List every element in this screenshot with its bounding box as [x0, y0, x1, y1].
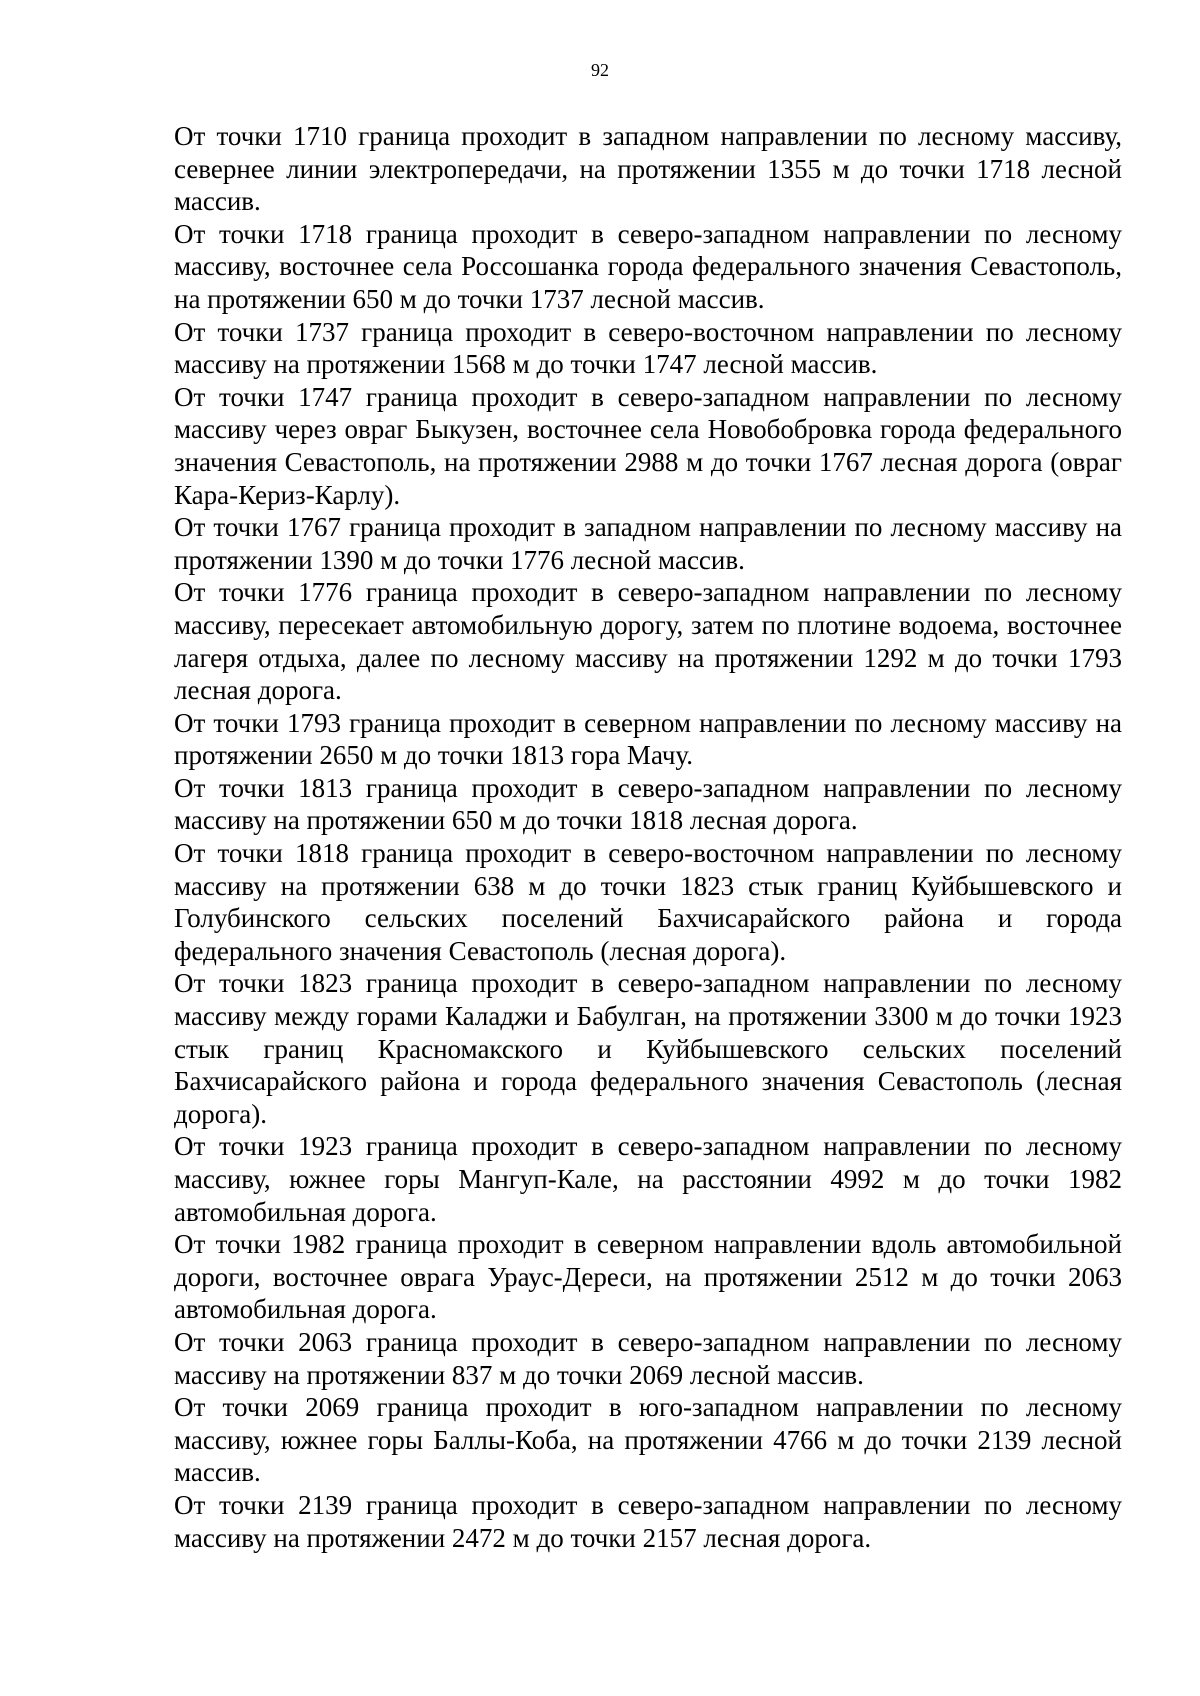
paragraph-1818: От точки 1818 граница проходит в северо-восточном направлении по лесному массиву на протяжении 638 м до точки 1823 стык границ Куйбышевского и Голубинского сельских поселений Бахчисарайского района и города федерального значения Севастополь (лесная дорога).	[174, 838, 1122, 966]
paragraph-1823: От точки 1823 граница проходит в северо-западном направлении по лесному массиву между горами Каладжи и Бабулган, на протяжении 3300 м до точки 1923 стык границ Красномакского и Куйбышевского сельских поселений Бахчисарайского района и города федерального значения Севастополь (лесная дорога).	[174, 968, 1122, 1129]
paragraph-1776: От точки 1776 граница проходит в северо-западном направлении по лесному массиву, пересекает автомобильную дорогу, затем по плотине водоема, восточнее лагеря отдыха, далее по лесному массиву на протяжении 1292 м до точки 1793 лесная дорога.	[174, 577, 1122, 706]
paragraph-1767: От точки 1767 граница проходит в западном направлении по лесному массиву на протяжении 1390 м до точки 1776 лесной массив.	[174, 512, 1122, 575]
paragraph-1793: От точки 1793 граница проходит в северном направлении по лесному массиву на протяжении 2650 м до точки 1813 гора Мачу.	[174, 707, 1122, 771]
paragraph-2069: От точки 2069 граница проходит в юго-западном направлении по лесному массиву, южнее горы Баллы-Коба, на протяжении 4766 м до точки 2139 лесной массив.	[174, 1392, 1122, 1488]
document-body	[174, 120, 1122, 1554]
paragraph-1813: От точки 1813 граница проходит в северо-западном направлении по лесному массиву на протяжении 650 м до точки 1818 лесная дорога.	[174, 772, 1122, 836]
paragraph-1737: От точки 1737 граница проходит в северо-восточном направлении по лесному массиву на протяжении 1568 м до точки 1747 лесной массив.	[174, 316, 1122, 380]
paragraph-1923: От точки 1923 граница проходит в северо-западном направлении по лесному массиву, южнее горы Мангуп-Кале, на расстоянии 4992 м до точки 1982 автомобильная дорога.	[174, 1131, 1122, 1227]
paragraph-2063: От точки 2063 граница проходит в северо-западном направлении по лесному массиву на протяжении 837 м до точки 2069 лесной массив.	[174, 1326, 1122, 1390]
paragraph-1982: От точки 1982 граница проходит в северном направлении вдоль автомобильной дороги, восточнее оврага Ураус-Дереси, на протяжении 2512 м до точки 2063 автомобильная дорога.	[174, 1229, 1122, 1325]
paragraph-2139: От точки 2139 граница проходит в северо-западном направлении по лесному массиву на протяжении 2472 м до точки 2157 лесная дорога.	[174, 1489, 1122, 1553]
page-number: 92	[591, 60, 609, 80]
paragraph-1718: От точки 1718 граница проходит в северо-западном направлении по лесному массиву, восточнее села Россошанка города федерального значения Севастополь, на протяжении 650 м до точки 1737 лесной массив.	[174, 218, 1122, 314]
paragraph-1710: От точки 1710 граница проходит в западном направлении по лесному массиву, севернее линии электропередачи, на протяжении 1355 м до точки 1718 лесной массив.	[174, 121, 1122, 217]
paragraph-1747: От точки 1747 граница проходит в северо-западном направлении по лесному массиву через овраг Быкузен, восточнее села Новобобровка города федерального значения Севастополь, на протяжении 2988 м до точки 1767 лесная дорога (овраг Кара-Кериз-Карлу).	[174, 381, 1122, 510]
